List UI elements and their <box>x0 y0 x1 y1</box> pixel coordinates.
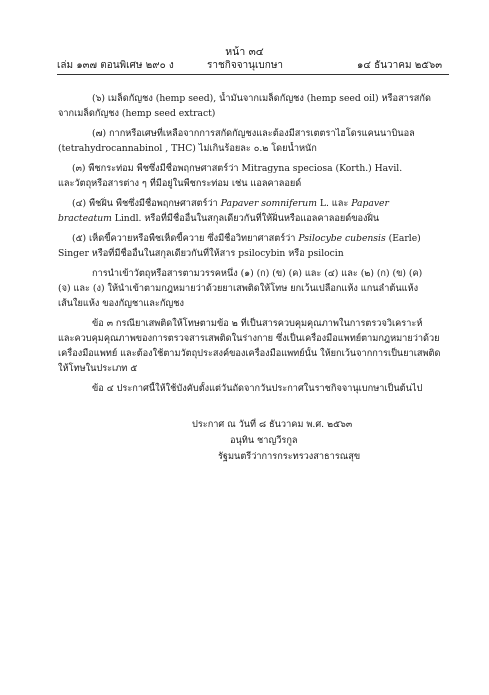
body-line <box>0 282 489 295</box>
import-paragraph-text: การนำเข้าวัตถุหรือสารตามวรรคหนึ่ง (๑) (ก) (ข) (ค) และ (๔) และ (๒) (ก) (ข) (ค) <box>92 268 423 279</box>
announcement-date: ประกาศ ณ วันที่ ๘ ธันวาคม พ.ศ. ๒๕๖๓ <box>192 419 353 430</box>
clause-4-text: ข้อ ๔ ประกาศนี้ให้ใช้บังคับตั้งแต่วันถัดจากวันประกาศในราชกิจจานุเบกษาเป็นต้นไป <box>92 383 423 394</box>
body-line <box>0 267 489 280</box>
header-volume: เล่ม ๑๓๗ ตอนพิเศษ ๒๙๐ ง <box>57 60 174 71</box>
signatory-position: รัฐมนตรีว่าการกระทรวงสาธารณสุข <box>218 451 361 462</box>
clause-3-text-end: ให้โทษในประเภท ๕ <box>58 363 138 374</box>
signature-line <box>0 418 489 431</box>
clause-3-text-cont2: เครื่องมือแพทย์ และต้องใช้ตามวัตถุประสงค์ของเครื่องมือแพทย์นั้น ให้ยกเว้นจากการเป็นยาเสพติด <box>58 348 441 359</box>
item-mushroom-text: (๕) เห็ดขี้ควายหรือพืชเห็ดขี้ควาย ซึ่งมีชื่อวิทยาศาสตร์ว่า Psilocybe cubensis (Earle) <box>72 233 421 244</box>
item-kratom-text: (๓) พืชกระท่อม พืชซึ่งมีชื่อพฤกษศาสตร์ว่า Mitragyna speciosa (Korth.) Havil. <box>72 163 403 174</box>
item-mushroom-text-cont: Singer หรือที่มีชื่ออื่นในสกุลเดียวกันที่ให้สาร psilocybin หรือ psilocin <box>58 248 344 259</box>
signature-line <box>0 434 489 447</box>
header-date: ๑๔ ธันวาคม ๒๕๖๓ <box>357 60 443 71</box>
body-line <box>0 297 489 310</box>
item-residue-text: (๗) กากหรือเศษที่เหลือจากการสกัดกัญชงและต้องมีสารเตตราไฮโดรแคนนาบินอล <box>92 128 415 139</box>
body-line <box>0 92 489 105</box>
body-line <box>0 232 489 245</box>
item-residue-text-cont: (tetrahydrocannabinol , THC) ไม่เกินร้อยละ ๐.๒ โดยน้ำหนัก <box>58 143 317 154</box>
item-kratom-text-cont: และวัตถุหรือสารต่าง ๆ ที่มีอยู่ในพืชกระท่อม เช่น แอลคาลอยด์ <box>58 178 302 189</box>
body-line <box>0 162 489 175</box>
header-gazette-title: ราชกิจจานุเบกษา <box>207 60 284 71</box>
body-line <box>0 247 489 260</box>
gazette-header <box>57 58 449 72</box>
clause-3-text: ข้อ ๓ กรณียาเสพติดให้โทษตามข้อ ๒ ที่เป็นสารควบคุมคุณภาพในการตรวจวิเคราะห์ <box>92 318 423 329</box>
body-line <box>0 212 489 225</box>
item-poppy-text-cont: bracteatum Lindl. หรือที่มีชื่ออื่นในสกุลเดียวกันที่ให้ฝิ่นหรือแอลคาลอยด์ของฝิ่น <box>58 213 380 224</box>
item-poppy-text: (๔) พืชฝิ่น พืชซึ่งมีชื่อพฤกษศาสตร์ว่า Papaver somniferum L. และ Papaver <box>72 198 389 209</box>
import-paragraph-text-cont: (จ) และ (ง) ให้นำเข้าตามกฎหมายว่าด้วยยาเสพติดให้โทษ ยกเว้นเปลือกแห้ง แกนลำต้นแห้ง <box>58 283 419 294</box>
body-line <box>0 332 489 345</box>
page-number: หน้า ๓๔ <box>225 46 264 58</box>
body-line <box>0 382 489 395</box>
item-hemp-seed-text: (๖) เมล็ดกัญชง (hemp seed), น้ำมันจากเมล็ดกัญชง (hemp seed oil) หรือสารสกัด <box>92 93 431 104</box>
item-hemp-seed-text-cont: จากเมล็ดกัญชง (hemp seed extract) <box>58 108 216 119</box>
body-line <box>0 142 489 155</box>
body-line <box>0 317 489 330</box>
header-rule <box>57 74 449 75</box>
import-paragraph-text-end: เส้นใยแห้ง ของกัญชาและกัญชง <box>58 298 184 309</box>
signature-line <box>0 450 489 463</box>
body-line <box>0 177 489 190</box>
body-line <box>0 362 489 375</box>
signatory-name: อนุทิน ชาญวีรกูล <box>230 435 298 446</box>
body-line <box>0 107 489 120</box>
body-line <box>0 197 489 210</box>
body-line <box>0 127 489 140</box>
clause-3-text-cont: และควบคุมคุณภาพของการตรวจสารเสพติดในร่างกาย ซึ่งเป็นเครื่องมือแพทย์ตามกฎหมายว่าด้วย <box>58 333 440 344</box>
body-line <box>0 347 489 360</box>
